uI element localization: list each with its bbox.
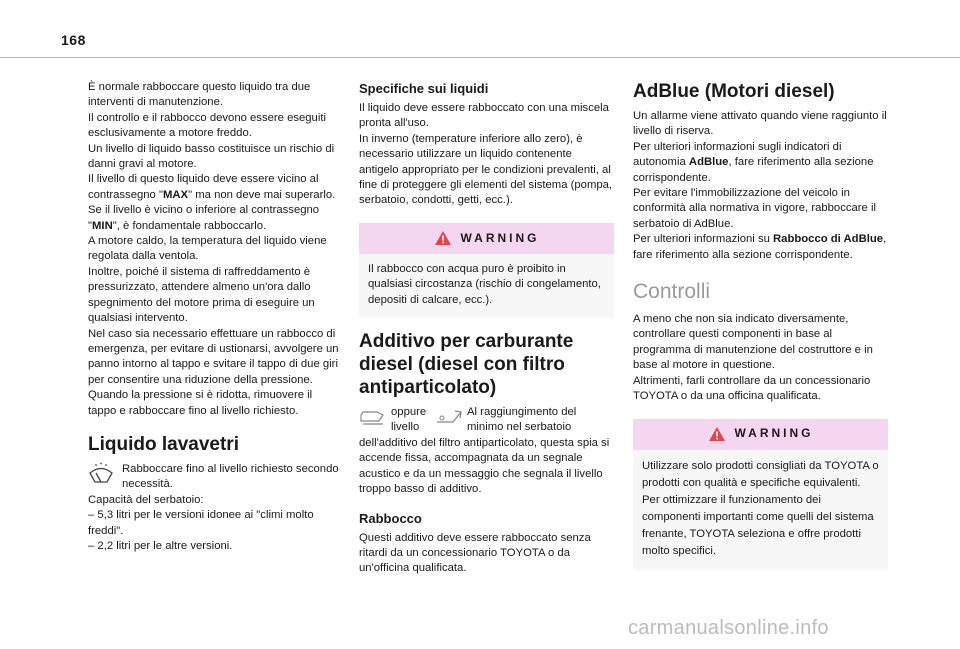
intro-line: Se il livello è vicino o inferiore al contrassegno "	[88, 204, 320, 232]
oppure-text: oppure livello	[391, 406, 427, 434]
max-mark: MAX	[162, 188, 189, 201]
adblue-heading: AdBlue (Motori diesel)	[633, 81, 835, 102]
watermark: carmanualsonline.info	[628, 617, 829, 639]
header-rule	[0, 57, 960, 58]
warning-title: WARNING	[734, 426, 814, 441]
washer-icon-text: Rabboccare fino al livello richiesto secondo necessità.	[122, 462, 339, 491]
additive-icon-row	[359, 405, 614, 436]
windscreen-washer-icon	[88, 462, 114, 484]
controlli-line: A meno che non sia indicato diversamente, controllare questi componenti in base al programma di manutenzione del costruttore e in base al motore in questione.	[633, 313, 873, 372]
min-mark: MIN	[92, 219, 113, 232]
intro-line: A motore caldo, la temperatura del liquido viene regolata dalla ventola.	[88, 235, 327, 263]
adblue-bold: AdBlue	[688, 156, 729, 169]
intro-line: Nel caso sia necessario effettuare un rabbocco di emergenza, per evitare di ustionarsi, avvolgere un panno intorno al tappo e svitare il tappo di due giri per consentire una riduzione della pressione.	[88, 327, 339, 386]
adblue-line: , fare riferimento alla sezione corrispondente.	[633, 156, 874, 184]
additive-body: dell'additivo del filtro antiparticolato, questa spia si accende fissa, accompagnata da un segnale acustico e da un messaggio che segnala il livello troppo basso di additivo.	[359, 436, 610, 496]
controlli-heading: Controlli	[633, 280, 711, 304]
intro-line: Il livello di questo liquido deve essere vicino al contrassegno "	[88, 173, 319, 201]
intro-line: Un livello di liquido basso costituisce un rischio di danni gravi al motore.	[88, 142, 335, 171]
column-left	[88, 80, 343, 554]
coolant-paragraph	[88, 80, 343, 419]
warning-text: Utilizzare solo prodotti consigliati da TOYOTA o prodotti con qualità e specifiche equivalenti. Per ottimizzare il funzionamento dei componenti importanti come quelli del sistema frenante, TOYOTA seleziona e offre prodotti molto specifici.	[642, 459, 879, 557]
page-number: 168	[61, 32, 86, 48]
additive-level-icon	[435, 409, 463, 425]
adblue-line: Per ulteriori informazioni su	[633, 233, 774, 246]
fluid-spec-heading: Specifiche sui liquidi	[359, 81, 489, 96]
rabbocco-heading: Rabbocco	[359, 510, 422, 526]
adblue-line: Un allarme viene attivato quando viene raggiunto il livello di riserva.	[633, 110, 887, 138]
warning-box	[359, 223, 614, 318]
capacity-item: – 2,2 litri per le altre versioni.	[88, 539, 233, 552]
spec-line: Il liquido deve essere rabboccato con una miscela pronta all'uso.	[359, 102, 609, 130]
intro-line: ", è fondamentale rabboccarlo.	[112, 219, 267, 232]
adblue-line: Per ulteriori informazioni sugli indicatori di autonomia	[633, 140, 842, 169]
column-middle	[359, 80, 614, 577]
intro-line: Il controllo e il rabbocco devono essere eseguiti esclusivamente a motore freddo.	[88, 111, 327, 140]
warning-triangle-icon	[434, 230, 452, 246]
warning-title: WARNING	[460, 230, 540, 245]
spec-line: In inverno (temperature inferiore allo zero), è necessario utilizzare un liquido contenente antigelo appropriato per le condizioni prevalenti, al fine di proteggere gli elementi del sistema (pompa, serbatoio, condotti, getti, ecc.).	[359, 132, 613, 207]
washer-fluid-heading: Liquido lavavetri	[88, 433, 239, 455]
intro-line: " ma non deve mai superarlo.	[188, 188, 336, 201]
controlli-line: Altrimenti, farli controllare da un concessionario TOYOTA o da una officina qualificata.	[633, 374, 871, 403]
additive-heading: Additivo per carburante diesel (diesel con filtro antiparticolato)	[359, 331, 574, 399]
fuel-additive-icon	[359, 409, 387, 425]
rabbocco-text: Questi additivo deve essere rabboccato senza ritardi da un concessionario TOYOTA o da un'officina qualificata.	[359, 531, 591, 575]
adblue-paragraph	[633, 109, 888, 263]
additive-icon-text: Al raggiungimento del minimo nel serbatoio	[467, 406, 577, 434]
warning-header	[359, 223, 614, 254]
warning-triangle-icon	[708, 426, 726, 442]
warning-text: Il rabbocco con acqua puro è proibito in qualsiasi circostanza (rischio di congelamento, depositi di calcare, ecc.).	[368, 262, 601, 306]
intro-line: Inoltre, poiché il sistema di raffreddamento è pressurizzato, attendere almeno un'ora dallo spegnimento del motore prima di eseguire un qualsiasi intervento.	[88, 265, 315, 325]
column-right	[633, 80, 888, 582]
intro-line: È normale rabboccare questo liquido tra due interventi di manutenzione.	[88, 81, 311, 109]
intro-line: Quando la pressione si è ridotta, rimuovere il tappo e rabboccare fino al livello richiesto.	[88, 389, 313, 417]
adblue-refill-link: Rabbocco di AdBlue	[773, 233, 884, 246]
capacity-label: Capacità del serbatoio:	[88, 493, 204, 506]
warning-box	[633, 419, 888, 570]
warning-header	[633, 419, 888, 450]
adblue-line: , fare riferimento alla sezione corrispondente.	[633, 233, 887, 261]
washer-icon-row	[88, 462, 343, 493]
adblue-line: Per evitare l'immobilizzazione del veicolo in conformità alla normativa in vigore, rabboccare il serbatoio di AdBlue.	[633, 187, 876, 230]
capacity-item: – 5,3 litri per le versioni idonee ai "climi molto freddi".	[88, 509, 314, 537]
